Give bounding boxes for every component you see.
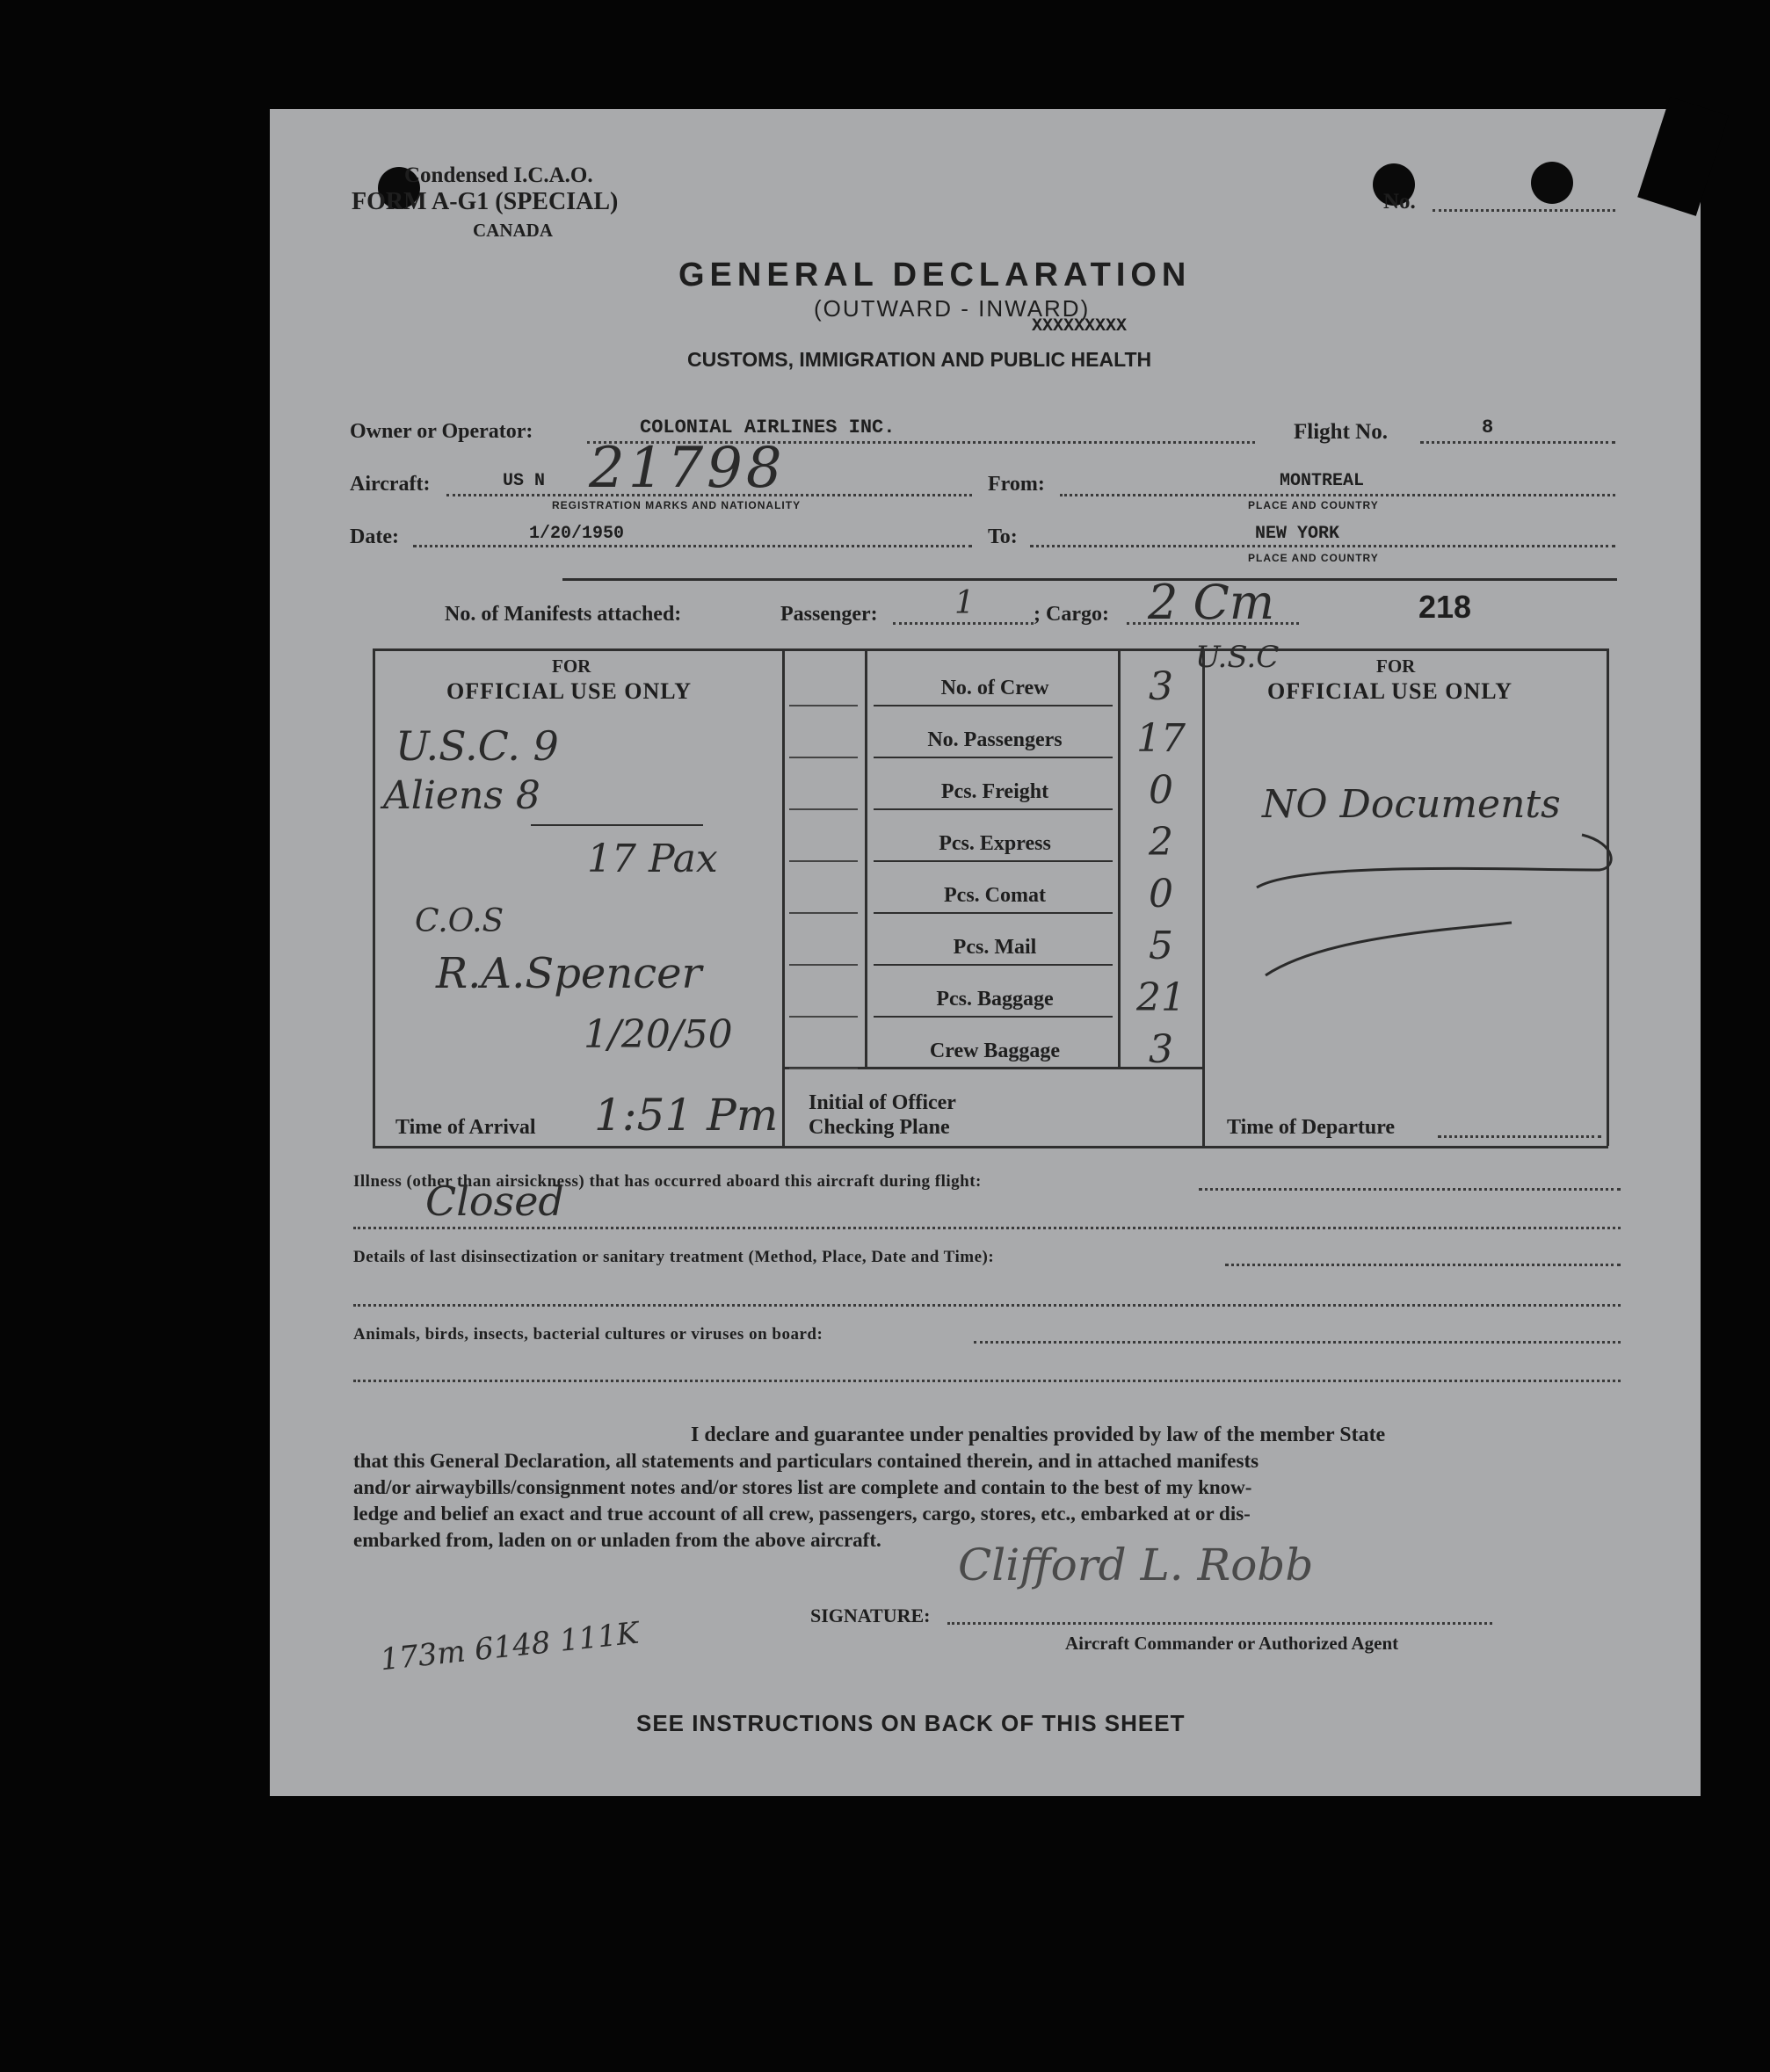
animals-label: Animals, birds, insects, bacterial cultures or viruses on board: <box>353 1325 823 1344</box>
illness-dotted-1 <box>1199 1188 1621 1191</box>
count-row-underline <box>874 757 1113 758</box>
count-row-value[interactable]: 0 <box>1149 768 1173 813</box>
count-row-label: Pcs. Comat <box>944 884 1046 907</box>
table-col-divider-3 <box>1118 648 1121 1067</box>
illness-label: Illness (other than airsickness) that has occurred aboard this aircraft during flight: <box>353 1172 982 1191</box>
aircraft-label: Aircraft: <box>350 473 431 496</box>
no-documents-note: NO Documents <box>1262 782 1561 827</box>
illness-dotted-2 <box>353 1227 1621 1229</box>
passenger-manifest-value[interactable]: 1 <box>954 585 975 621</box>
aircraft-caption: REGISTRATION MARKS AND NATIONALITY <box>552 499 802 511</box>
passenger-manifest-label: Passenger: <box>780 603 878 626</box>
left-official-label: OFFICIAL USE ONLY <box>446 678 692 704</box>
declaration-line-3: and/or airwaybills/consignment notes and/or stores list are complete and contain to the best of my know- <box>353 1476 1252 1498</box>
usc-hand-note: U.S.C <box>1195 640 1280 675</box>
no-dotted-line <box>1433 209 1615 212</box>
signature-caption: Aircraft Commander or Authorized Agent <box>1065 1633 1399 1654</box>
hand-note-aliens: Aliens 8 <box>383 773 540 818</box>
animals-dotted-1 <box>974 1341 1621 1344</box>
stamp-handwritten-note: 173m 6148 111K <box>378 1615 641 1678</box>
initial-officer-label-2: Checking Plane <box>809 1116 950 1139</box>
flight-label: Flight No. <box>1294 420 1388 444</box>
declaration-line-1: I declare and guarantee under penalties provided by law of the member State <box>691 1424 1386 1446</box>
illness-hand-value[interactable]: Closed <box>425 1177 564 1225</box>
count-row-value[interactable]: 21 <box>1136 975 1186 1020</box>
from-value[interactable]: MONTREAL <box>1280 471 1365 491</box>
owner-value[interactable]: COLONIAL AIRLINES INC. <box>640 417 896 438</box>
table-col-divider-2 <box>865 648 867 1067</box>
disinsect-dotted-1 <box>1225 1264 1621 1266</box>
form-title: GENERAL DECLARATION <box>678 257 1192 293</box>
hand-note-usc: U.S.C. 9 <box>395 722 559 770</box>
count-row-label: Pcs. Freight <box>940 780 1049 803</box>
disinsect-dotted-2 <box>353 1304 1621 1307</box>
cargo-manifest-label: ; Cargo: <box>1034 603 1109 626</box>
from-dotted-line <box>1060 494 1615 496</box>
hand-note-officer-signature: R.A.Spencer <box>436 949 702 998</box>
instructions-footer: SEE INSTRUCTIONS ON BACK OF THIS SHEET <box>636 1710 1186 1736</box>
declaration-line-5: embarked from, laden on or unladen from the above aircraft. <box>353 1529 881 1551</box>
header-separator <box>562 578 1617 581</box>
count-row-value[interactable]: 2 <box>1149 820 1173 865</box>
count-row-underline <box>874 1068 1113 1069</box>
count-row-underline <box>874 808 1113 810</box>
count-row-value[interactable]: 0 <box>1149 872 1173 916</box>
hand-scribble-lines <box>1248 817 1617 993</box>
punch-hole-right-2 <box>1531 162 1573 204</box>
cargo-manifest-value[interactable]: 2 Cm <box>1148 575 1275 630</box>
time-departure-dotted <box>1438 1135 1601 1138</box>
count-row-underline <box>874 1016 1113 1018</box>
blank-column-tick <box>789 705 858 706</box>
date-value[interactable]: 1/20/1950 <box>529 524 625 544</box>
hand-note-total-pax: 17 Pax <box>587 837 718 881</box>
blank-column-tick <box>789 912 858 914</box>
count-row-label: Pcs. Mail <box>953 936 1037 959</box>
form-line-number: FORM A-G1 (SPECIAL) <box>352 188 619 215</box>
count-row-value[interactable]: 3 <box>1149 664 1173 709</box>
flight-value[interactable]: 8 <box>1482 417 1494 438</box>
signature-dotted-line <box>947 1622 1492 1625</box>
form-line-condensed: Condensed I.C.A.O. <box>404 163 593 187</box>
time-arrival-label: Time of Arrival <box>395 1116 536 1139</box>
table-left-border <box>373 648 375 1146</box>
count-row-label: No. of Crew <box>940 677 1049 699</box>
count-row-underline <box>874 964 1113 966</box>
manifests-label: No. of Manifests attached: <box>445 603 682 626</box>
manifest-number: 218 <box>1418 589 1472 625</box>
count-row-value[interactable]: 5 <box>1149 924 1173 968</box>
animals-dotted-2 <box>353 1380 1621 1382</box>
no-label: No. <box>1383 190 1416 214</box>
time-departure-label: Time of Departure <box>1227 1116 1396 1139</box>
struck-out-text: XXXXXXXXX <box>1032 316 1128 337</box>
blank-column-tick <box>789 808 858 810</box>
flight-dotted-line <box>1420 441 1615 444</box>
right-for-label: FOR <box>1376 656 1416 677</box>
to-caption: PLACE AND COUNTRY <box>1248 552 1379 564</box>
passenger-manifest-dotted <box>893 622 1034 625</box>
to-dotted-line <box>1030 545 1615 547</box>
date-dotted-line <box>413 545 972 547</box>
left-for-label: FOR <box>552 656 591 677</box>
hand-sum-line <box>531 824 703 826</box>
table-col-divider-1 <box>782 648 785 1146</box>
blank-column-tick <box>789 1016 858 1018</box>
aircraft-handwritten-number: 21798 <box>589 436 786 501</box>
aircraft-prefix[interactable]: US N <box>503 471 546 491</box>
initial-officer-label-1: Initial of Officer <box>809 1091 956 1114</box>
blank-column-tick <box>789 757 858 758</box>
form-line-country: CANADA <box>473 220 553 241</box>
count-row-value[interactable]: 3 <box>1149 1027 1173 1072</box>
count-row-value[interactable]: 17 <box>1136 716 1186 761</box>
signature-handwritten: Clifford L. Robb <box>958 1540 1314 1590</box>
blank-column-tick <box>789 964 858 966</box>
count-row-label: Crew Baggage <box>929 1040 1061 1062</box>
count-row-underline <box>874 860 1113 862</box>
time-arrival-value[interactable]: 1:51 Pm <box>594 1090 779 1141</box>
count-row-underline <box>874 705 1113 706</box>
hand-note-cos: C.O.S <box>415 903 504 939</box>
to-label: To: <box>988 525 1018 548</box>
form-subtitle: (OUTWARD - INWARD) <box>814 295 1091 322</box>
from-caption: PLACE AND COUNTRY <box>1248 499 1379 511</box>
declaration-line-2: that this General Declaration, all statements and particulars contained therein, and in attached manifests <box>353 1450 1259 1472</box>
date-label: Date: <box>350 525 399 548</box>
blank-column-tick <box>789 860 858 862</box>
owner-label: Owner or Operator: <box>350 420 533 443</box>
table-col-divider-4 <box>1202 648 1205 1146</box>
count-row-label: Pcs. Express <box>939 832 1051 855</box>
count-row-label: No. Passengers <box>927 728 1063 751</box>
to-value[interactable]: NEW YORK <box>1255 524 1340 544</box>
table-top-border <box>373 648 1608 651</box>
blank-column-tick <box>789 1068 858 1069</box>
disinsectization-label: Details of last disinsectization or sanitary treatment (Method, Place, Date and Time): <box>353 1248 995 1266</box>
signature-label: SIGNATURE: <box>810 1605 931 1626</box>
count-row-underline <box>874 912 1113 914</box>
right-official-label: OFFICIAL USE ONLY <box>1267 678 1512 704</box>
declaration-line-4: ledge and belief an exact and true account of all crew, passengers, cargo, stores, etc., embarked at or dis- <box>353 1503 1251 1525</box>
hand-note-date: 1/20/50 <box>584 1012 733 1057</box>
form-subtitle-2: CUSTOMS, IMMIGRATION AND PUBLIC HEALTH <box>687 348 1152 371</box>
table-bottom-border <box>373 1146 1608 1148</box>
from-label: From: <box>988 473 1045 496</box>
count-row-label: Pcs. Baggage <box>936 988 1054 1011</box>
